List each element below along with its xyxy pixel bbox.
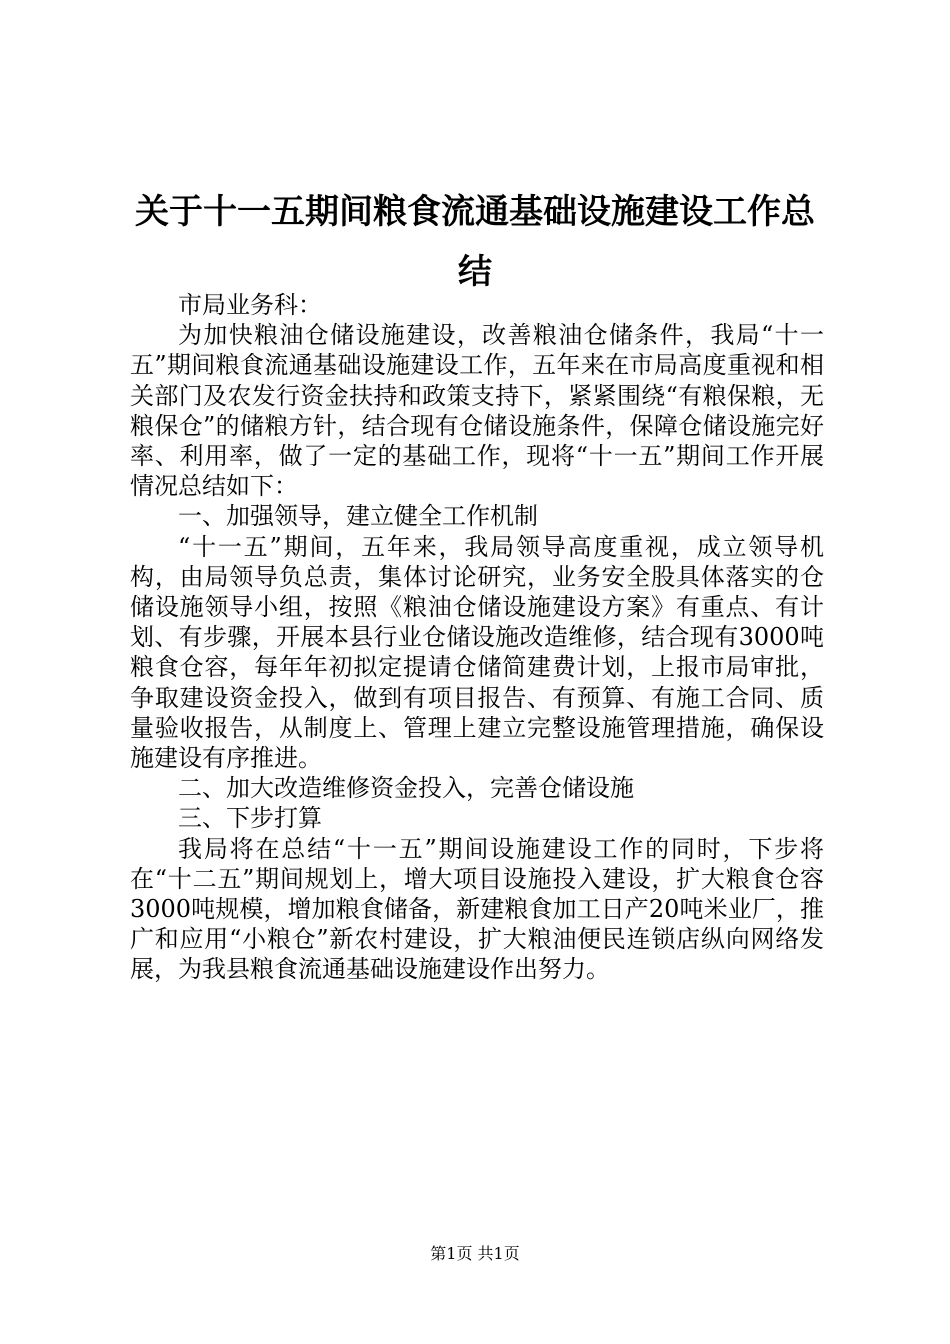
section-paragraph-1: “十一五”期间，五年来，我局领导高度重视，成立领导机构，由局领导负总责，集体讨论研究，业务安全股具体落实的仓储设施领导小组，按照《粮油仓储设施建设方案》有重点、有计划、有步骤，开展本县行业仓储设施改造维修，结合现有3000吨粮食仓容，每年年初拟定提请仓储简建费计划，上报市局审批，争取建设资金投入，做到有项目报告、有预算、有施工合同、质量验收报告，从制度上、管理上建立完整设施管理措施，确保设施建设有序推进。 [130,532,824,773]
section-heading-2: 二、加大改造维修资金投入，完善仓储设施 [178,774,634,803]
document-body [130,290,824,985]
page-footer: 第1页 共1页 [430,1244,520,1263]
section-heading-3: 三、下步打算 [178,804,322,833]
document-title: 关于十一五期间粮食流通基础设施建设工作总结 [135,192,815,292]
salutation: 市局业务科： [178,291,322,319]
section-heading-1: 一、加强领导，建立健全工作机制 [178,502,538,531]
section-paragraph-3: 我局将在总结“十一五”期间设施建设工作的同时，下步将在“十二五”期间规划上，增大项目设施投入建设，扩大粮食仓容3000吨规模，增加粮食储备，新建粮食加工日产20吨米业厂，推广和应用“小粮仓”新农村建设，扩大粮油便民连锁店纵向网络发展，为我县粮食流通基础设施建设作出努力。 [130,834,824,984]
intro-paragraph: 为加快粮油仓储设施建设，改善粮油仓储条件，我局“十一五”期间粮食流通基础设施建设工作，五年来在市局高度重视和相关部门及农发行资金扶持和政策支持下，紧紧围绕“有粮保粮，无粮保仓”的储粮方针，结合现有仓储设施条件，保障仓储设施完好率、利用率，做了一定的基础工作，现将“十一五”期间工作开展情况总结如下： [130,321,824,501]
